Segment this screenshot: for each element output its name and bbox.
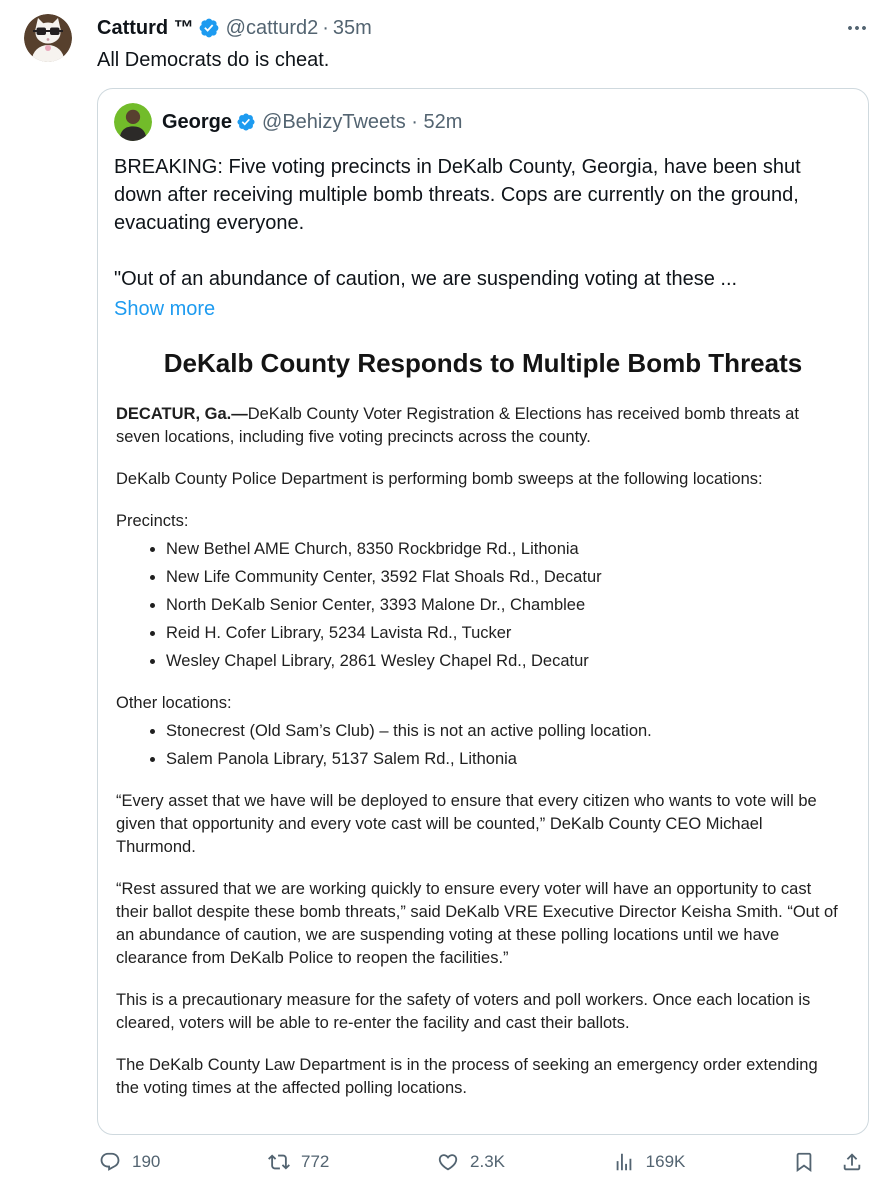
quoted-author-handle: @BehizyTweets <box>262 110 406 133</box>
precinct-item: • Wesley Chapel Library, 2861 Wesley Chapel Rd., Decatur <box>166 650 838 673</box>
tweet-header <box>97 14 869 42</box>
author-avatar[interactable] <box>24 14 72 62</box>
quoted-tweet-text <box>114 153 826 293</box>
quoted-text-paragraph-2: "Out of an abundance of caution, we are suspending voting at these ... <box>114 268 738 290</box>
quoted-author-name[interactable]: George <box>162 110 233 133</box>
precinct-item: • North DeKalb Senior Center, 3393 Malone Dr., Chamblee <box>166 594 838 617</box>
like-count: 2.3K <box>470 1152 506 1171</box>
quoted-author-meta <box>262 111 462 134</box>
press-dateline: DECATUR, Ga.— <box>116 405 248 423</box>
press-smith-quote: “Rest assured that we are working quickly to ensure every voter will have an opportunity to cast their ballot despite these bomb threats,” said DeKalb VRE Executive Director Keisha Smith. “Out of an abundance of caution, we are suspending voting at these polling locations until we have clearance from DeKalb Police to reopen the facilities.” <box>116 880 838 967</box>
press-precaution-paragraph: This is a precautionary measure for the safety of voters and poll workers. Once each location is cleared, voters will be able to re-enter the facility and cast their ballots. <box>116 991 811 1032</box>
like-button[interactable] <box>437 1151 505 1173</box>
views-button[interactable] <box>613 1151 686 1173</box>
other-location-item: • Salem Panola Library, 5137 Salem Rd., Lithonia <box>166 748 838 771</box>
reply-count: 190 <box>132 1152 161 1171</box>
quoted-tweet-card[interactable] <box>97 88 869 1135</box>
quoted-tweet-header <box>114 103 852 141</box>
avatar-column <box>24 14 72 1173</box>
press-release-body <box>116 403 838 1100</box>
share-button[interactable] <box>841 1151 863 1173</box>
bookmark-button[interactable] <box>793 1151 815 1173</box>
repost-button[interactable] <box>268 1151 329 1173</box>
press-release-title: DeKalb County Responds to Multiple Bomb Threats <box>163 348 803 378</box>
views-count: 169K <box>645 1152 686 1171</box>
more-button[interactable] <box>845 16 869 40</box>
cat-avatar-icon <box>24 14 72 62</box>
author-name[interactable]: Catturd ™ <box>97 17 194 39</box>
press-law-paragraph: The DeKalb County Law Department is in the process of seeking an emergency order extending the voting times at the affected polling locations. <box>116 1056 818 1097</box>
bookmark-icon <box>793 1151 815 1173</box>
man-avatar-icon <box>114 103 152 141</box>
precinct-item: • Reid H. Cofer Library, 5234 Lavista Rd., Tucker <box>166 622 838 645</box>
other-location-item: • Stonecrest (Old Sam’s Club) – this is not an active polling location. <box>166 720 838 743</box>
quoted-verified-badge-icon <box>236 112 256 132</box>
press-other-locations-list <box>116 720 838 771</box>
author-handle[interactable]: @catturd2 <box>225 17 319 39</box>
press-release-image[interactable] <box>114 323 852 1134</box>
press-other-locations-label: Other locations: <box>116 694 232 712</box>
share-icon <box>841 1151 863 1173</box>
quoted-meta-separator: · <box>411 110 418 133</box>
repost-count: 772 <box>301 1152 330 1171</box>
press-precincts-label: Precincts: <box>116 512 189 530</box>
tweet-text: All Democrats do is cheat. <box>97 49 330 71</box>
press-sweeps-paragraph: DeKalb County Police Department is performing bomb sweeps at the following locations: <box>116 470 763 488</box>
press-lead-paragraph <box>116 403 838 449</box>
action-bar-right-group <box>793 1151 863 1173</box>
author-meta[interactable] <box>226 14 372 42</box>
action-bar <box>97 1135 869 1173</box>
precinct-item: • New Life Community Center, 3592 Flat Shoals Rd., Decatur <box>166 566 838 589</box>
tweet-timestamp[interactable]: 35m <box>332 17 372 39</box>
quoted-author-avatar[interactable] <box>114 103 152 141</box>
show-more-link[interactable]: Show more <box>114 298 216 320</box>
verified-badge-icon <box>198 17 220 39</box>
tweet-content <box>97 14 869 1173</box>
press-thurmond-quote: “Every asset that we have will be deployed to ensure that every citizen who wants to vote will be given that opportunity and every vote cast will be counted,” DeKalb County CEO Michael Thurmond. <box>116 792 817 856</box>
repost-icon <box>268 1151 290 1173</box>
precinct-item: • New Bethel AME Church, 8350 Rockbridge Rd., Lithonia <box>166 538 838 561</box>
like-icon <box>437 1151 459 1173</box>
press-lead-text: DeKalb County Voter Registration & Elections has received bomb threats at seven locations, including five voting precincts across the county. <box>116 405 799 446</box>
quoted-text-paragraph-1: BREAKING: Five voting precincts in DeKalb County, Georgia, have been shut down after receiving multiple bomb threats. Cops are currently on the ground, evacuating everyone. <box>114 156 801 234</box>
more-ellipsis-icon <box>845 16 869 40</box>
views-icon <box>613 1151 635 1173</box>
quoted-tweet-inner <box>98 89 868 1134</box>
quoted-tweet-timestamp: 52m <box>423 110 463 133</box>
reply-icon <box>99 1151 121 1173</box>
meta-separator: · <box>322 17 329 39</box>
press-precincts-list <box>116 538 838 673</box>
reply-button[interactable] <box>99 1151 160 1173</box>
